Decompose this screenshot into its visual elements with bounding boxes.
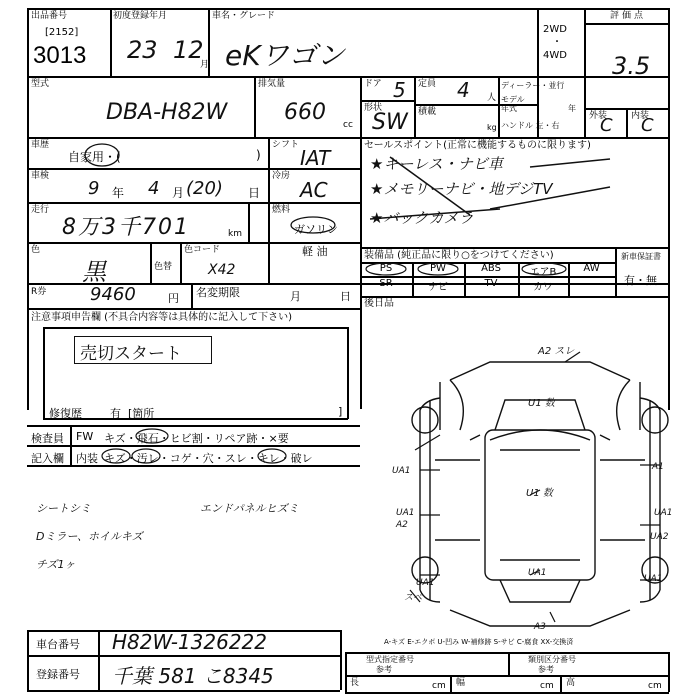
- history-value: 自家用・(: [68, 150, 121, 164]
- history-close: ): [256, 148, 261, 162]
- sales-item-3: ★バックカメラ: [370, 209, 474, 227]
- load-label: 積載: [418, 107, 437, 117]
- handle-label: ハンドル 左・右: [501, 121, 560, 130]
- capacity-label: 定員: [418, 79, 437, 89]
- name-change-label: 名変期限: [196, 286, 240, 299]
- day-char: 日: [248, 186, 261, 200]
- repair-close: ]: [338, 405, 343, 418]
- grade-value: 3.5: [612, 52, 651, 80]
- mark-a3-rear: A3: [534, 622, 546, 632]
- model-year-label: モデル年式: [501, 95, 525, 113]
- inspector-circle-marks: [100, 426, 350, 466]
- color-code-value: X42: [208, 262, 236, 278]
- equip-leather: カワ: [533, 282, 553, 293]
- mark-ua2-right: UA2: [650, 532, 669, 542]
- category-ref: 参考: [538, 665, 554, 674]
- damage-legend: A-キズ E-エクボ U-凹み W-補修跡 S-サビ C-腐食 XX-交換済: [384, 638, 574, 646]
- equip-sr: SR: [379, 278, 393, 289]
- kg-unit: kg: [487, 123, 497, 132]
- door-value: 5: [393, 78, 406, 102]
- remark-3: Dミラー、ホイルキズ: [36, 530, 143, 543]
- inspection-label: 車検: [31, 171, 50, 181]
- entry-interior: 内装: [76, 452, 98, 465]
- year-unit: 年: [568, 104, 576, 113]
- lot-label: 出品番号: [31, 11, 68, 21]
- color-label: 色: [31, 245, 41, 255]
- mark-sube: スベ: [404, 593, 423, 603]
- drive-4wd: 4WD: [543, 50, 567, 61]
- sales-label: セールスポイント(正常に機能するものに限ります): [364, 140, 591, 151]
- cc-unit: cc: [343, 120, 353, 130]
- chassis-label: 車台番号: [36, 638, 80, 651]
- type-label: 型式: [31, 79, 50, 89]
- name-change-month: 月: [290, 290, 301, 303]
- width-label: 幅: [456, 678, 466, 688]
- door-label: ドア: [364, 79, 382, 89]
- ext-label: 外装: [589, 111, 608, 121]
- entry-items: キズ・汚レ・コゲ・穴・スレ・キレ・破レ: [104, 452, 313, 465]
- mark-ua1-left-front: UA1: [392, 466, 411, 476]
- equip-circle-marks: [360, 262, 620, 278]
- inspection-month: 4: [148, 178, 160, 199]
- repair-place: [箇所: [128, 407, 155, 420]
- lot-number: 3013: [33, 42, 87, 69]
- entry-label: 記入欄: [31, 452, 64, 465]
- chassis-value: H82W-1326222: [112, 630, 267, 654]
- fuel-label: 燃料: [272, 205, 291, 215]
- remark-2: エンドパネルヒズミ: [200, 502, 299, 515]
- color-value: 黒: [82, 258, 106, 286]
- lot-code: [2152]: [45, 27, 79, 38]
- first-reg-year: 23: [127, 36, 158, 64]
- recycle-value: 9460: [90, 284, 136, 305]
- equip-abs: ABS: [481, 263, 501, 274]
- body-value: SW: [372, 110, 408, 135]
- ext-value: C: [600, 115, 613, 136]
- first-reg-label: 初度登録年月: [113, 11, 168, 21]
- ac-label: 冷房: [272, 171, 291, 181]
- remark-4: チズ1ヶ: [36, 558, 76, 571]
- mark-ua1-rear-center: UA1: [528, 568, 547, 578]
- mark-u1-top: U1 数: [528, 398, 555, 409]
- equipment-label: 装備品 (純正品に限り○をつけてください): [364, 250, 554, 261]
- drive-2wd: 2WD: [543, 24, 567, 35]
- person-unit: 人: [487, 93, 497, 103]
- height-unit: cm: [648, 681, 662, 691]
- fuel-circle-mark: [288, 214, 338, 236]
- sales-item-2: ★メモリーナビ・地デジTV: [370, 180, 553, 198]
- fuel-kei: 軽 油: [302, 245, 328, 258]
- color-swap-label: 色替: [154, 262, 173, 272]
- sales-item-1: ★キーレス・ナビ車: [370, 155, 503, 173]
- shift-label: シフト: [272, 140, 300, 150]
- repair-has: 有: [110, 407, 121, 420]
- recycle-label: R券: [31, 287, 47, 297]
- dealer-label: ディーラー・並行: [501, 81, 565, 90]
- model-name: eKワゴン: [225, 39, 345, 72]
- mileage-label: 走行: [31, 205, 50, 215]
- history-label: 車歴: [31, 140, 50, 150]
- mark-a1-right: A1: [652, 462, 664, 472]
- width-unit: cm: [540, 681, 554, 691]
- drive-dot: ・: [552, 37, 562, 48]
- displacement-label: 排気量: [258, 79, 286, 89]
- equip-tv: TV: [484, 278, 498, 289]
- month-char: 月: [172, 186, 185, 200]
- body-label: 形状: [364, 103, 383, 113]
- inspector-items: キズ・飛石・ヒビ割・リペア跡・×要: [104, 432, 289, 445]
- notes-value: 売切スタート: [80, 344, 182, 364]
- inspection-day: (20): [186, 178, 223, 199]
- history-circle-mark: [82, 140, 122, 168]
- inspection-year: 9: [88, 178, 100, 199]
- mark-ua1-left-mid: UA1: [396, 508, 415, 518]
- mark-a2-left: A2: [396, 520, 408, 530]
- repair-label: 修復歴: [49, 407, 82, 420]
- first-reg-month: 12: [173, 36, 204, 64]
- month-suffix: 月: [200, 60, 210, 70]
- category-label: 類別区分番号: [528, 655, 576, 664]
- inspector-label: 検査員: [31, 432, 64, 445]
- model-name-label: 車名・グレード: [212, 11, 276, 21]
- reg-value: 千葉 581 こ8345: [112, 664, 274, 688]
- mark-ua1-rear-right: UA1: [644, 574, 663, 584]
- type-value: DBA-H82W: [106, 100, 228, 125]
- grade-label: 評価点: [610, 11, 647, 21]
- length-label: 長: [350, 678, 360, 688]
- mileage-value: 8万3千701: [62, 215, 190, 240]
- mark-ua1-rear-left: UA1: [416, 578, 435, 588]
- equip-aw: AW: [583, 263, 600, 274]
- ac-value: AC: [300, 178, 328, 202]
- later-docs-label: 後日品: [364, 298, 394, 309]
- recycle-yen: 円: [168, 292, 179, 305]
- km-unit: km: [228, 229, 242, 239]
- mark-ua1-right: UA1: [654, 508, 673, 518]
- fuel-gas: ガソリン: [294, 223, 338, 236]
- new-car-label: 新車保証書: [621, 252, 661, 261]
- notes-label: 注意事項申告欄 (不具合内容等は具体的に記入して下さい): [31, 312, 292, 323]
- displacement-value: 660: [284, 100, 326, 125]
- color-code-label: 色コード: [184, 245, 221, 255]
- equip-airbag: エアB: [529, 267, 557, 278]
- inspector-fw: FW: [76, 430, 94, 443]
- length-unit: cm: [432, 681, 446, 691]
- remark-1: シートシミ: [36, 502, 91, 515]
- type-designation-label: 型式指定番号: [366, 655, 414, 664]
- capacity-value: 4: [457, 78, 470, 102]
- int-label: 内装: [631, 111, 650, 121]
- int-value: C: [641, 115, 654, 136]
- mark-u1-roof: U1 数: [526, 488, 553, 499]
- mark-a2-scratch: A2 スレ: [538, 346, 575, 357]
- reg-label: 登録番号: [36, 668, 80, 681]
- height-label: 高: [566, 678, 576, 688]
- equip-navi: ナビ: [428, 282, 448, 293]
- name-change-day: 日: [340, 290, 351, 303]
- shift-value: IAT: [300, 146, 331, 170]
- sales-strike-marks: [360, 137, 669, 247]
- equip-pw: PW: [430, 263, 446, 274]
- year-char: 年: [112, 186, 125, 200]
- new-car-value: 有・無: [624, 274, 657, 287]
- equip-ps: PS: [379, 263, 393, 274]
- type-designation-ref: 参考: [376, 665, 392, 674]
